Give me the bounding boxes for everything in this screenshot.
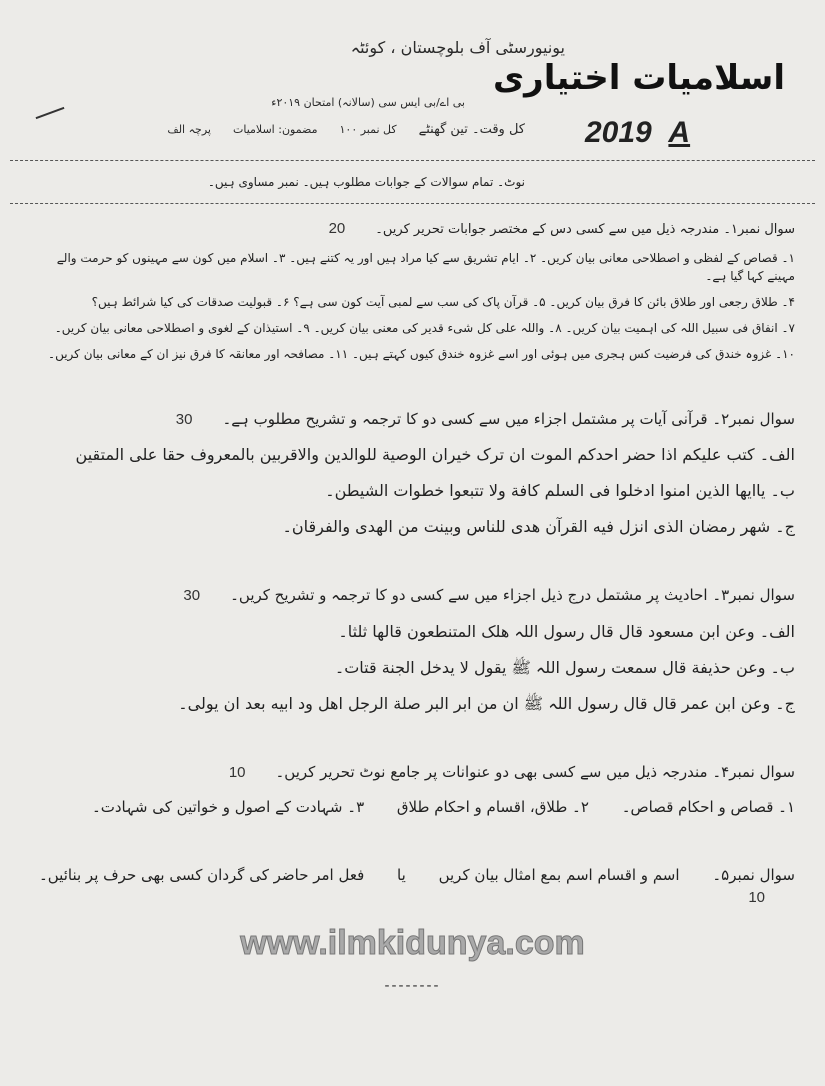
q5-option-a: اسم و اقسام اسم بمع امثال بیان کریں xyxy=(438,865,680,884)
q1-line: ۴۔ طلاق رجعی اور طلاق بائن کا فرق بیان کریں۔ ۵۔ قرآن پاک کی سب سے لمبی آیت کون سی ہے؟ ۶۔ قبولیت صدقات کی کیا شرائط ہیں؟ xyxy=(91,294,795,309)
q3-part: الف۔ وعن ابن مسعود قال قال رسول اللہ ھلک المتنطعون قالھا ثلثا۔ xyxy=(338,621,795,641)
subject: مضمون: اسلامیات xyxy=(232,123,318,136)
q3-heading-row xyxy=(30,584,795,608)
q3-marks: 30 xyxy=(183,587,201,604)
university-name: یونیورسٹی آف بلوچستان ، کوئٹہ xyxy=(350,38,565,57)
q2-heading: سوال نمبر۲۔ قرآنی آیات پر مشتمل اجزاء میں سے کسی دو کا ترجمہ و تشریح مطلوب ہے۔ xyxy=(222,409,795,428)
q1-line: ۱۔ قصاص کے لفظی و اصطلاحی معانی بیان کریں۔ ۲۔ ایام تشریق سے کیا مراد ہیں اور یہ کتنے ہیں۔ ۳۔ اسلام میں کون سے مہینوں کو حرمت والے مہینے کہا گیا ہے۔ xyxy=(56,250,795,283)
q1-heading: سوال نمبر۱۔ مندرجہ ذیل میں سے کسی دس کے مختصر جوابات تحریر کریں۔ xyxy=(375,222,795,237)
q4-item: ۳۔ شہادت کے اصول و خواتین کی شہادت۔ xyxy=(91,798,365,816)
paper-code: پرچہ الف xyxy=(167,123,211,136)
q5-or: یا xyxy=(397,865,406,884)
q5-line xyxy=(30,864,795,910)
year: 2019 xyxy=(585,116,652,149)
watermark: www.ilmkidunya.com xyxy=(240,923,585,962)
q1-heading-row xyxy=(30,218,795,241)
q5-option-b: فعل امر حاضر کی گردان کسی بھی حرف پر بنائیں۔ xyxy=(38,865,365,884)
instructions-note: نوٹ۔ تمام سوالات کے جوابات مطلوب ہیں۔ نمبر مساوی ہیں۔ xyxy=(207,175,525,189)
divider xyxy=(10,203,815,204)
q3-part: ج۔ وعن ابن عمر قال قال رسول اللہ ﷺ ان من ابر البر صلة الرجل اھل ود ابیه بعد ان یولی۔ xyxy=(178,693,795,713)
q2-part: الف۔ کتب علیکم اذا حضر احدکم الموت ان ترک خیران الوصیة للوالدین والاقربین بالمعروف حقا علی المتقین xyxy=(75,445,795,464)
q2-marks: 30 xyxy=(175,410,193,428)
exam-name: بی اے/بی ایس سی (سالانہ) امتحان ۲۰۱۹ء xyxy=(271,96,465,109)
q3-heading: سوال نمبر۳۔ احادیث پر مشتمل درج ذیل اجزاء میں سے کسی دو کا ترجمہ و تشریح کریں۔ xyxy=(230,586,795,604)
pen-mark xyxy=(36,107,65,119)
q4-items xyxy=(30,796,795,819)
divider xyxy=(10,160,815,161)
q4-item: ۱۔ قصاص و احکام قصاص۔ xyxy=(621,798,795,816)
q2-part: ج۔ شھر رمضان الذی انزل فیه القرآن ھدی للناس وبینت من الھدی والفرقان۔ xyxy=(282,517,795,536)
q4-heading-row xyxy=(30,761,795,785)
q4-heading: سوال نمبر۴۔ مندرجہ ذیل میں سے کسی بھی دو عنوانات پر جامع نوٹ تحریر کریں۔ xyxy=(275,762,795,781)
q4-item: ۲۔ طلاق، اقسام و احکام طلاق xyxy=(396,798,589,816)
total-time: کل وقت۔ تین گھنٹے xyxy=(418,122,525,137)
header-info-row xyxy=(167,122,525,137)
q1-line: ۷۔ انفاق فی سبیل اللہ کی اہمیت بیان کریں۔ ۸۔ واللہ علی کل شیء قدیر کی معنی بیان کریں۔ ۹۔ استیذان کے لغوی و اصطلاحی معانی بیان کریں۔ xyxy=(54,320,795,335)
paper-letter: A xyxy=(668,116,691,149)
q1-line: ۱۰۔ غزوہ خندق کی فرضیت کس ہجری میں ہوئی اور اسے غزوہ خندق کیوں کہتے ہیں۔ ۱۱۔ مصافحہ اور معانقہ کا فرق نیز ان کے معانی بیان کریں۔ xyxy=(48,346,795,361)
q5-marks: 10 xyxy=(748,889,765,906)
total-marks: کل نمبر ۱۰۰ xyxy=(339,123,397,136)
q1-marks: 20 xyxy=(328,220,346,237)
q2-heading-row xyxy=(30,408,795,432)
handwritten-year xyxy=(585,116,690,150)
paper-title: اسلامیات اختیاری xyxy=(492,58,785,98)
end-mark: -------- xyxy=(384,976,441,994)
q3-part: ب۔ وعن حذیفة قال سمعت رسول اللہ ﷺ یقول لا یدخل الجنة قتات۔ xyxy=(334,657,795,677)
q2-part: ب۔ یاایھا الذین امنوا ادخلوا فی السلم کافة ولا تتبعوا خطوات الشیطن۔ xyxy=(325,481,795,500)
question-paper-body xyxy=(0,155,825,994)
q4-marks: 10 xyxy=(228,763,246,781)
q5-label: سوال نمبر۵۔ xyxy=(712,865,795,884)
